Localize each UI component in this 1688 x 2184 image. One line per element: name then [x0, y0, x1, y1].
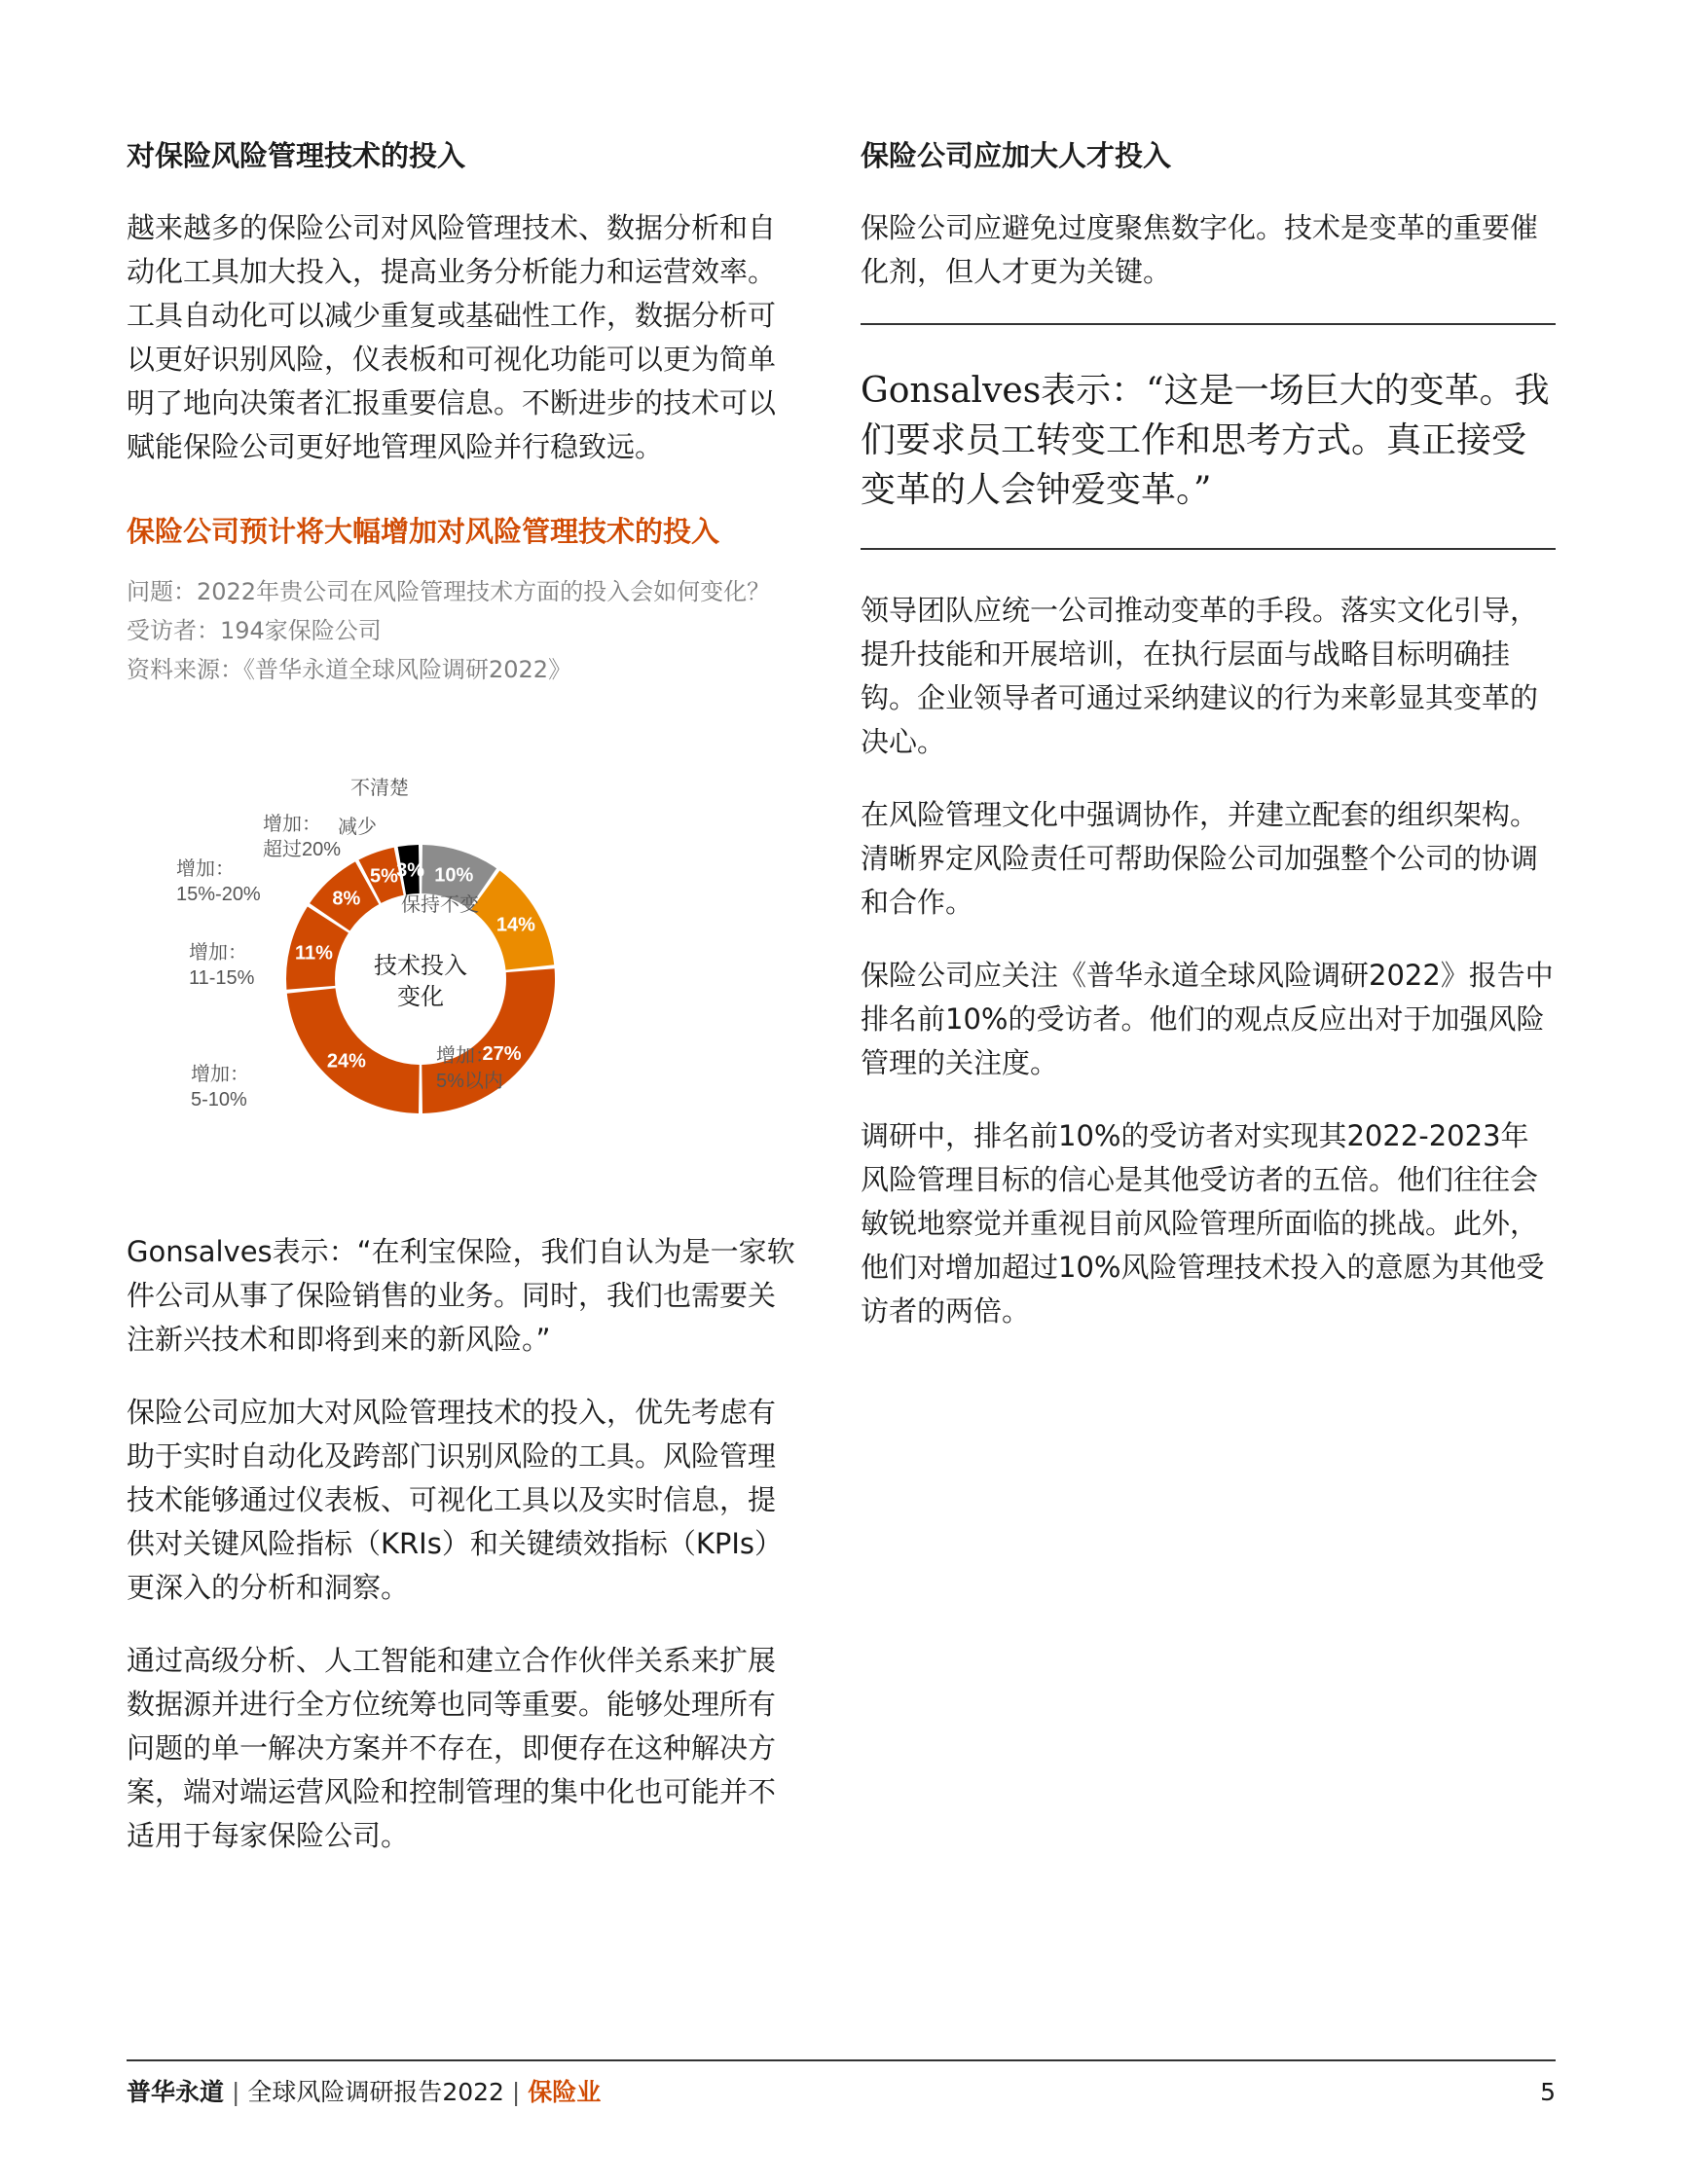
left-paragraph-2: 保险公司应加大对风险管理技术的投入，优先考虑有助于实时自动化及跨部门识别风险的工具。风险管理技术能够通过仪表板、可视化工具以及实时信息，提供对关键风险指标（KRIs）和关键绩效指标（KPIs）更深入的分析和洞察。	[127, 1396, 783, 1604]
slice-category-label: 增加： 5%以内	[436, 1045, 503, 1092]
slice-value-label: 14%	[495, 914, 535, 936]
footer-divider	[127, 2059, 1556, 2061]
left-intro-paragraph: 越来越多的保险公司对风险管理技术、数据分析和自动化工具加大投入，提高业务分析能力和运营效率。工具自动化可以减少重复或基础性工作，数据分析可以更好识别风险，仪表板和可视化功能可以更为简单明了地向决策者汇报重要信息。不断进步的技术可以赋能保险公司更好地管理风险并行稳致远。	[127, 211, 777, 463]
right-column	[861, 136, 1556, 1333]
slice-value-label: 5%	[369, 865, 398, 888]
slice-value-label: 24%	[326, 1050, 366, 1073]
slice-category-label: 保持不变	[401, 894, 479, 916]
slice-value-label: 10%	[434, 864, 474, 887]
footer-separator: |	[224, 2078, 248, 2106]
donut-chart	[127, 716, 798, 1203]
slice-value-label: 27%	[482, 1043, 522, 1066]
donut-center-label: 变化	[397, 983, 444, 1010]
donut-center-label: 技术投入	[374, 952, 467, 979]
chart-respondents: 受访者：194家保险公司	[127, 617, 382, 644]
footer-brand: 普华永道	[127, 2078, 225, 2106]
slice-category-label: 减少	[338, 817, 377, 838]
left-paragraph-3: 通过高级分析、人工智能和建立合作伙伴关系来扩展数据源并进行全方位统筹也同等重要。能够处理所有问题的单一解决方案并不存在，即便存在这种解决方案，端对端运营风险和控制管理的集中化也可能并不适用于每家保险公司。	[127, 1644, 777, 1852]
donut-chart-svg	[127, 716, 798, 1203]
slice-category-label: 增加： 5-10%	[191, 1064, 249, 1110]
footer-section: 保险业	[528, 2078, 602, 2106]
left-quote-paragraph: Gonsalves表示：“在利宝保险，我们自认为是一家软件公司从事了保险销售的业务。同时，我们也需要关注新兴技术和即将到来的新风险。”	[127, 1235, 795, 1356]
chart-meta	[127, 572, 798, 689]
right-paragraph-4: 调研中，排名前10%的受访者对实现其2022-2023年风险管理目标的信心是其他受访者的五倍。他们往往会敏锐地察觉并重视目前风险管理所面临的挑战。此外，他们对增加超过10%风险管理技术投入的意愿为其他受访者的两倍。	[861, 1119, 1545, 1328]
chart-source: 资料来源：《普华永道全球风险调研2022》	[127, 656, 572, 683]
chart-title: 保险公司预计将大幅增加对风险管理技术的投入	[127, 515, 720, 548]
slice-category-label: 增加：超过20%	[263, 814, 342, 860]
right-paragraph-2: 在风险管理文化中强调协作，并建立配套的组织架构。清晰界定风险责任可帮助保险公司加强整个公司的协调和合作。	[861, 798, 1539, 919]
page-footer	[127, 2075, 1556, 2110]
slice-category-label: 增加： 11-15%	[189, 942, 255, 989]
pull-quote-text: Gonsalves表示：“这是一场巨大的变革。我们要求员工转变工作和思考方式。真正接受变革的人会钟爱变革。”	[861, 371, 1550, 510]
slice-value-label: 11%	[294, 942, 333, 965]
chart-question: 问题：2022年贵公司在风险管理技术方面的投入会如何变化？	[127, 578, 771, 605]
footer-report-title: 全球风险调研报告2022	[247, 2078, 504, 2106]
page-number: 5	[1540, 2078, 1556, 2106]
right-paragraph-1: 领导团队应统一公司推动变革的手段。落实文化引导，提升技能和开展培训，在执行层面与战略目标明确挂钩。企业领导者可通过采纳建议的行为来彰显其变革的决心。	[861, 594, 1539, 758]
right-heading: 保险公司应加大人才投入	[861, 139, 1172, 172]
pull-quote	[861, 323, 1556, 550]
slice-value-label: 3%	[396, 859, 425, 882]
slice-category-label: 不清楚	[350, 778, 409, 799]
right-intro-paragraph: 保险公司应避免过度聚焦数字化。技术是变革的重要催化剂，但人才更为关键。	[861, 211, 1539, 288]
footer-separator: |	[503, 2078, 529, 2106]
slice-value-label: 8%	[332, 888, 361, 910]
left-heading: 对保险风险管理技术的投入	[127, 139, 466, 172]
right-paragraph-3: 保险公司应关注《普华永道全球风险调研2022》报告中排名前10%的受访者。他们的观点反应出对于加强风险管理的关注度。	[861, 959, 1554, 1079]
left-column	[127, 136, 798, 1858]
slice-category-label: 增加： 15%-20%	[176, 858, 261, 905]
